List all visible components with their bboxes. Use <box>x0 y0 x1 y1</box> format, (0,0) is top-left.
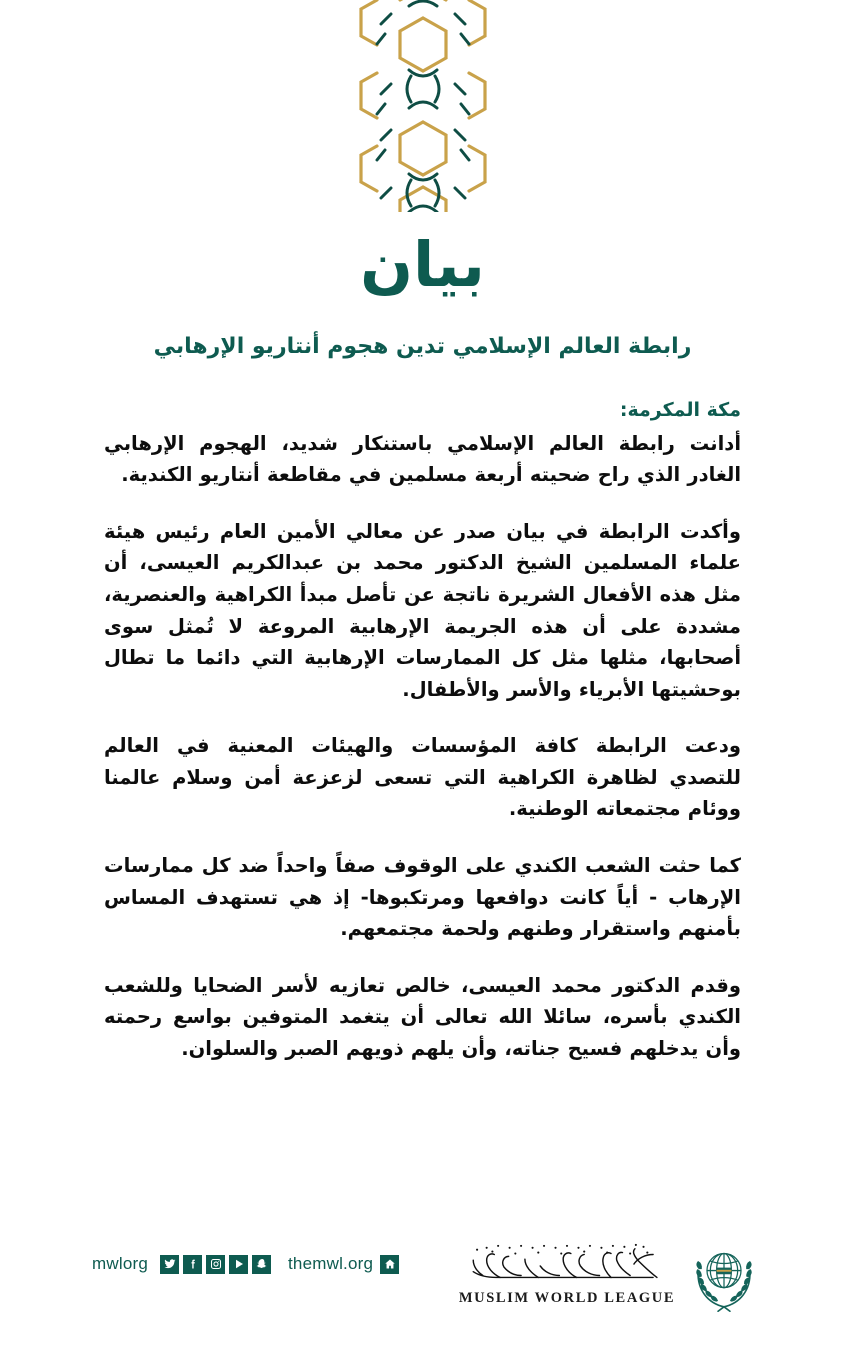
instagram-icon[interactable] <box>206 1255 225 1274</box>
social-icon-group <box>160 1255 271 1274</box>
paragraph: أدانت رابطة العالم الإسلامي باستنكار شديد، الهجوم الإرهابي الغادر الذي راح ضحيته أربعة مسلمين في مقاطعة أنتاريو الكندية. <box>104 431 741 487</box>
statement-body <box>104 398 741 1064</box>
paragraph: وقدم الدكتور محمد العيسى، خالص تعازيه لأسر الضحايا وللشعب الكندي بأسره، سائلا الله تعالى أن يتغمد المتوفين بواسع رحمته وأن يدخلهم فسيح جناته، وأن يلهم ذويهم الصبر والسلوان. <box>104 973 741 1060</box>
paragraph: وأكدت الرابطة في بيان صدر عن معالي الأمين العام رئيس هيئة علماء المسلمين الشيخ الدكتور محمد بن عبدالكريم العيسى، أن مثل هذه الأفعال الشريرة ناتجة عن تأصل مبدأ الكراهية والعنصرية، مشددة على أن هذه الجريمة الإرهابية المروعة لا تُمثل سوى أصحابها، مثلها مثل كل الممارسات الإرهابية التي دائما ما تطال بوحشيتها الأبرياء والأسر والأطفال. <box>104 519 741 701</box>
social-handles <box>92 1254 271 1274</box>
logo-text-block <box>458 1243 676 1307</box>
paragraph: كما حثت الشعب الكندي على الوقوف صفاً واحداً ضد كل ممارسات الإرهاب - أياً كانت دوافعها ومرتكبوها- إذ هي تستهدف المساس بأمنهم واستقرار وطنهم ولحمة مجتمعهم. <box>104 854 741 941</box>
youtube-icon[interactable] <box>229 1255 248 1274</box>
website-label: themwl.org <box>288 1254 374 1273</box>
home-icon[interactable] <box>380 1255 399 1274</box>
social-handle-label: mwlorg <box>92 1254 148 1273</box>
paragraph: ودعت الرابطة كافة المؤسسات والهيئات المعنية في العالم للتصدي لظاهرة الكراهية التي تسعى لزعزعة أمن وسلام عالمنا ووئام مجتمعاته الوطنية. <box>104 734 741 821</box>
dateline: مكة المكرمة: <box>619 399 741 421</box>
logo-english-name: MUSLIM WORLD LEAGUE <box>458 1290 676 1306</box>
footer <box>0 1236 845 1356</box>
muslim-world-league-logo <box>458 1238 761 1312</box>
globe-wreath-emblem <box>687 1238 761 1312</box>
snapchat-icon[interactable] <box>252 1255 271 1274</box>
logo-arabic-calligraphy <box>461 1243 673 1287</box>
ornamental-header-pattern <box>355 0 491 212</box>
website-link[interactable] <box>288 1254 399 1274</box>
facebook-icon[interactable] <box>183 1255 202 1274</box>
page-title: بيان <box>360 228 485 301</box>
twitter-icon[interactable] <box>160 1255 179 1274</box>
page-subtitle: رابطة العالم الإسلامي تدين هجوم أنتاريو الإرهابي <box>153 334 692 359</box>
